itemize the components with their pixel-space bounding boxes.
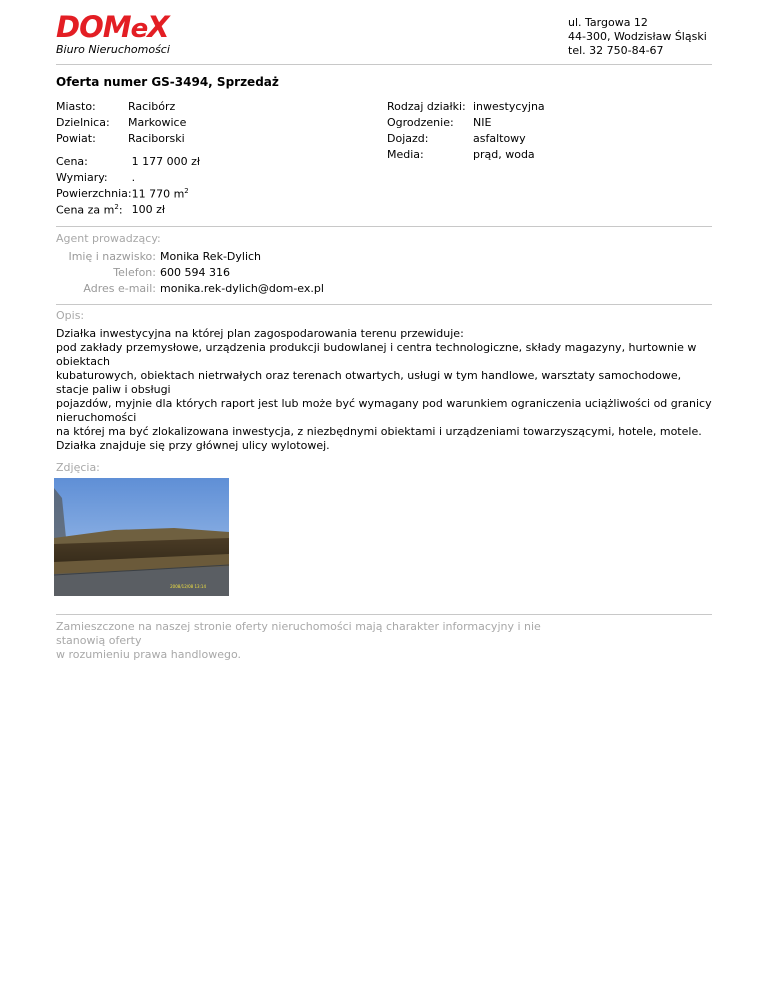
detail-row bbox=[387, 132, 545, 148]
plot-details bbox=[387, 100, 545, 164]
description-line: pojazdów, myjnie dla których raport jest lub może być wymagany pod warunkiem ograniczenia uciążliwości od granicy nieruchomości bbox=[56, 397, 712, 424]
detail-row bbox=[56, 116, 186, 132]
company-address bbox=[568, 16, 707, 58]
detail-label: Ogrodzenie: bbox=[387, 116, 454, 129]
detail-label: Powiat: bbox=[56, 132, 96, 145]
price-details bbox=[56, 155, 200, 219]
company-logo bbox=[56, 12, 170, 56]
detail-value: inwestycyjna bbox=[473, 100, 545, 113]
detail-row bbox=[387, 100, 545, 116]
agent-phone[interactable]: 600 594 316 bbox=[160, 266, 230, 279]
detail-value: . bbox=[131, 171, 136, 184]
detail-row bbox=[387, 116, 545, 132]
detail-value: 11 770 $m^2$ bbox=[131, 187, 189, 201]
detail-value: prąd, woda bbox=[473, 148, 535, 161]
detail-label: Media: bbox=[387, 148, 424, 161]
detail-value: Markowice bbox=[128, 116, 187, 129]
agent-row bbox=[56, 282, 324, 298]
agent-name: Monika Rek-Dylich bbox=[160, 250, 262, 263]
description-line: kubaturowych, obiektach nietrwałych oraz terenach otwartych, usługi w tym handlowe, warsztaty samochodowe, stacje paliw i obsługi bbox=[56, 369, 682, 396]
detail-label: Miasto: bbox=[56, 100, 96, 113]
agent-section-label: Agent prowadzący: bbox=[56, 232, 161, 245]
description-text bbox=[56, 327, 716, 453]
detail-row bbox=[56, 155, 200, 171]
detail-row bbox=[56, 171, 200, 187]
detail-value: 100 zł bbox=[131, 203, 165, 216]
detail-label: Dzielnica: bbox=[56, 116, 110, 129]
agent-name-label: Imię i nazwisko: bbox=[68, 250, 156, 263]
detail-label: Cena za $m^2$: bbox=[56, 203, 123, 217]
photos-section-label: Zdjęcia: bbox=[56, 461, 100, 474]
detail-label: Dojazd: bbox=[387, 132, 429, 145]
detail-label: Powierzchnia: bbox=[56, 187, 132, 200]
disclaimer-line: w rozumieniu prawa handlowego. bbox=[56, 648, 241, 661]
disclaimer bbox=[56, 620, 576, 662]
detail-label: Rodzaj działki: bbox=[387, 100, 466, 113]
address-street: ul. Targowa 12 bbox=[568, 16, 648, 29]
agent-phone-label: Telefon: bbox=[113, 266, 156, 279]
agent-row bbox=[56, 266, 324, 282]
agent-email-label: Adres e-mail: bbox=[83, 282, 156, 295]
detail-row bbox=[56, 100, 186, 116]
address-city: 44-300, Wodzisław Śląski bbox=[568, 30, 707, 43]
offer-title: Oferta numer GS-3494, Sprzedaż bbox=[56, 75, 279, 89]
logo-wordmark: DOMeX bbox=[56, 10, 169, 44]
description-line: Działka inwestycyjna na której plan zagospodarowania terenu przewiduje: bbox=[56, 327, 464, 340]
description-line: na której ma być zlokalizowana inwestycja, z niezbędnymi obiektami i urządzeniami towarzyszącymi, hotele, motele. bbox=[56, 425, 702, 438]
detail-value: NIE bbox=[473, 116, 492, 129]
detail-label: Wymiary: bbox=[56, 171, 108, 184]
detail-value: asfaltowy bbox=[473, 132, 526, 145]
agent-row bbox=[56, 250, 324, 266]
detail-row bbox=[56, 187, 200, 203]
detail-label: Cena: bbox=[56, 155, 88, 168]
divider bbox=[56, 614, 712, 615]
logo-subtitle: Biuro Nieruchomości bbox=[56, 43, 170, 56]
description-section-label: Opis: bbox=[56, 309, 85, 322]
detail-value: 1 177 000 zł bbox=[131, 155, 200, 168]
divider bbox=[56, 304, 712, 305]
agent-email[interactable]: monika.rek-dylich@dom-ex.pl bbox=[160, 282, 324, 295]
agent-details bbox=[56, 250, 324, 298]
property-photo[interactable] bbox=[54, 478, 229, 596]
detail-row bbox=[387, 148, 545, 164]
divider bbox=[56, 226, 712, 227]
detail-row bbox=[56, 203, 200, 219]
address-phone: tel. 32 750-84-67 bbox=[568, 44, 664, 57]
detail-value: Raciborski bbox=[128, 132, 185, 145]
divider bbox=[56, 64, 712, 65]
property-photo-image bbox=[54, 478, 229, 596]
location-details bbox=[56, 100, 186, 148]
description-line: pod zakłady przemysłowe, urządzenia produkcji budowlanej i centra technologiczne, składy magazyny, hurtownie w obiektach bbox=[56, 341, 697, 368]
photo-timestamp: 2008/12/08 13:14 bbox=[170, 584, 206, 589]
detail-row bbox=[56, 132, 186, 148]
description-line: Działka znajduje się przy głównej ulicy wylotowej. bbox=[56, 439, 330, 452]
detail-value: Racibórz bbox=[128, 100, 176, 113]
disclaimer-line: Zamieszczone na naszej stronie oferty nieruchomości mają charakter informacyjny i nie stanowią oferty bbox=[56, 620, 541, 647]
